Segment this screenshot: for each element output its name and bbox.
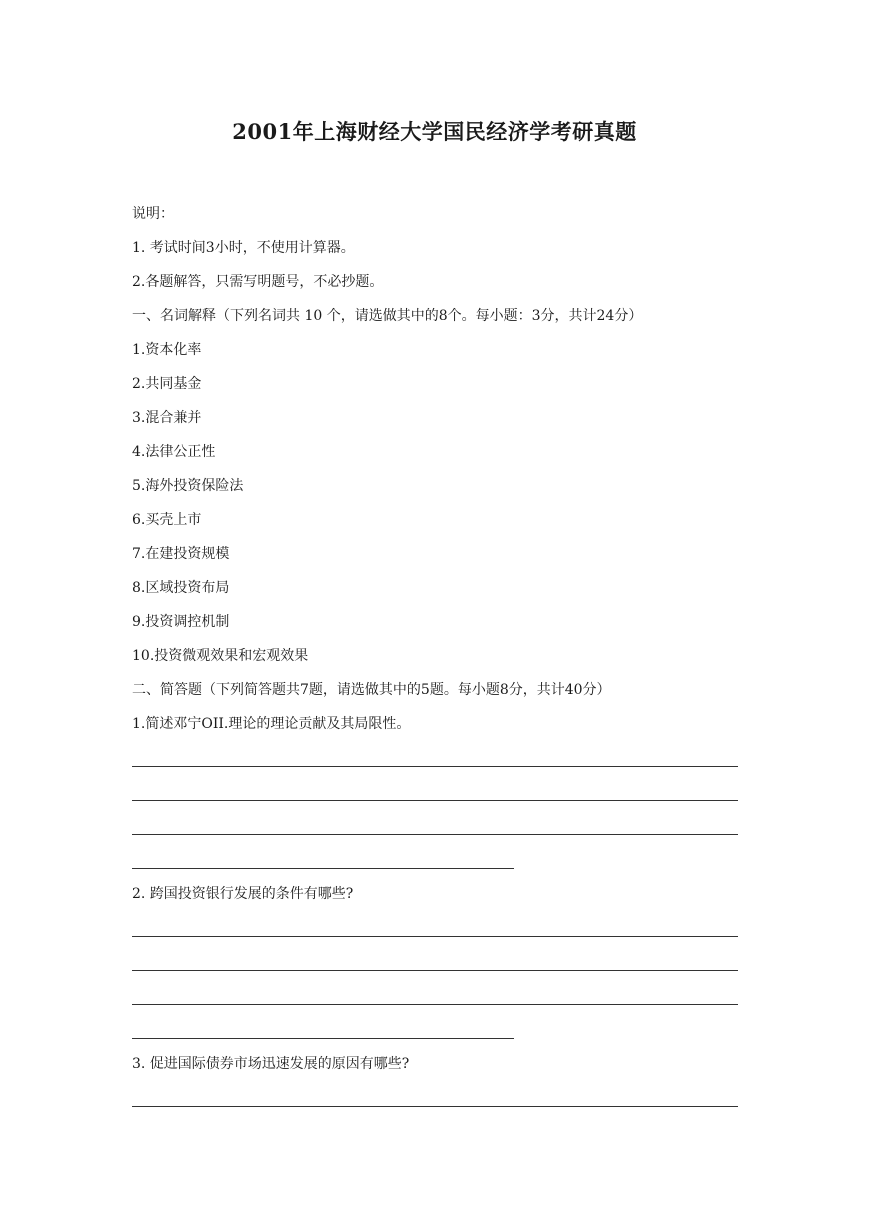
document-title: 2001年上海财经大学国民经济学考研真题 bbox=[232, 119, 637, 144]
section-2-heading: 二、简答题（下列简答题共7题，请选做其中的5题。每小题8分，共计40分） bbox=[132, 682, 611, 698]
term-item: 9.投资调控机制 bbox=[132, 614, 230, 630]
answer-line bbox=[132, 984, 738, 1018]
answer-line bbox=[132, 780, 738, 814]
term-item: 4.法律公正性 bbox=[132, 444, 216, 460]
term-item: 5.海外投资保险法 bbox=[132, 478, 244, 494]
term-item: 10.投资微观效果和宏观效果 bbox=[132, 648, 309, 664]
section-1-heading: 一、名词解释（下列名词共 10 个，请选做其中的8个。每小题：3分，共计24分） bbox=[132, 308, 643, 324]
answer-line bbox=[132, 746, 738, 780]
instructions-heading: 说明： bbox=[132, 206, 174, 222]
term-item: 2.共同基金 bbox=[132, 376, 202, 392]
question-3: 3. 促进国际债券市场迅速发展的原因有哪些? bbox=[132, 1056, 410, 1072]
instruction-2: 2.各题解答，只需写明题号，不必抄题。 bbox=[132, 274, 384, 290]
answer-line-short bbox=[132, 1018, 738, 1052]
term-item: 6.买壳上市 bbox=[132, 512, 202, 528]
question-2: 2. 跨国投资银行发展的条件有哪些? bbox=[132, 886, 354, 902]
document-body bbox=[132, 202, 738, 1120]
answer-line bbox=[132, 814, 738, 848]
question-1: 1.简述邓宁OII.理论的理论贡献及其局限性。 bbox=[132, 716, 411, 732]
term-item: 3.混合兼并 bbox=[132, 410, 202, 426]
term-item: 8.区域投资布局 bbox=[132, 580, 230, 596]
term-item: 1.资本化率 bbox=[132, 342, 202, 358]
answer-line-short bbox=[132, 848, 738, 882]
term-item: 7.在建投资规模 bbox=[132, 546, 230, 562]
answer-line bbox=[132, 916, 738, 950]
answer-line bbox=[132, 950, 738, 984]
instruction-1: 1. 考试时间3小时，不使用计算器。 bbox=[132, 240, 355, 256]
answer-line bbox=[132, 1086, 738, 1120]
